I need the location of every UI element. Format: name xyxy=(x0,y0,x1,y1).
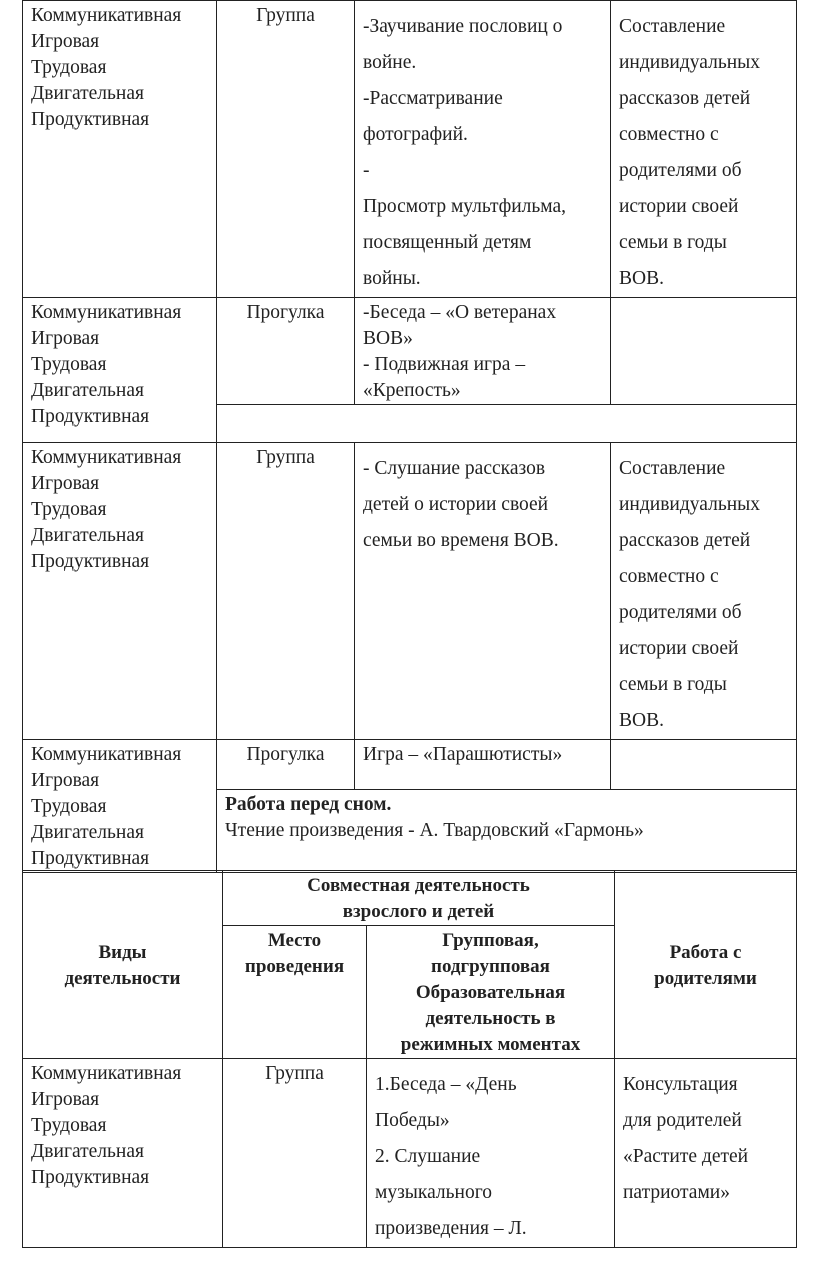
parents-line: для родителей xyxy=(623,1110,742,1131)
plan-table-1 xyxy=(22,0,797,873)
activity-item: Игровая xyxy=(31,328,100,349)
activity-item: Продуктивная xyxy=(31,1167,150,1188)
parents-line: истории своей xyxy=(619,638,739,659)
header-line: Групповая, xyxy=(442,930,539,951)
before-sleep-title: Работа перед сном. xyxy=(225,794,392,816)
activities-cell xyxy=(23,1,217,298)
content-line: -Рассматривание xyxy=(363,88,503,109)
place-cell: Группа xyxy=(223,1059,367,1248)
activity-item: Продуктивная xyxy=(31,109,150,130)
parents-line: рассказов детей xyxy=(619,530,751,551)
header-activity-types xyxy=(23,871,223,1059)
activity-item: Двигательная xyxy=(31,83,144,104)
content-line: - Подвижная игра – xyxy=(363,354,526,375)
parents-line: индивидуальных xyxy=(619,494,761,515)
parents-line: Составление xyxy=(619,16,726,37)
parents-line: индивидуальных xyxy=(619,52,761,73)
parents-line: патриотами» xyxy=(623,1182,730,1203)
activities-cell xyxy=(23,1059,223,1248)
parents-line: Консультация xyxy=(623,1074,738,1095)
activity-item: Двигательная xyxy=(31,380,144,401)
parents-line: «Растите детей xyxy=(623,1146,749,1167)
content-cell xyxy=(355,1,611,298)
content-line: 1.Беседа – «День xyxy=(375,1074,517,1095)
parents-line: родителями об xyxy=(619,160,742,181)
activity-item: Двигательная xyxy=(31,525,144,546)
header-line: Образовательная xyxy=(415,982,566,1003)
activity-item: Игровая xyxy=(31,770,100,791)
parents-cell xyxy=(611,443,797,740)
header-line: Место xyxy=(267,930,322,951)
parents-line: семьи в годы xyxy=(619,232,727,253)
header-joint-activity xyxy=(223,871,615,926)
activity-item: Коммуникативная xyxy=(31,447,182,468)
header-line: подгрупповая xyxy=(431,956,550,977)
table-row xyxy=(23,443,797,740)
parents-cell-empty xyxy=(611,740,797,790)
header-line: режимных моментах xyxy=(400,1034,581,1055)
content-line: ВОВ» xyxy=(363,328,413,349)
parents-line: семьи в годы xyxy=(619,674,727,695)
content-cell: Игра – «Парашютисты» xyxy=(355,740,611,790)
header-line: взрослого и детей xyxy=(342,901,495,922)
content-line: «Крепость» xyxy=(363,380,461,401)
table-row xyxy=(23,1059,797,1248)
activity-item: Трудовая xyxy=(31,57,107,78)
content-line: - xyxy=(363,160,370,181)
content-line: Просмотр мультфильма, xyxy=(363,196,567,217)
place-cell: Группа xyxy=(217,1,355,298)
activity-item: Продуктивная xyxy=(31,848,150,869)
place-cell: Группа xyxy=(217,443,355,740)
before-sleep-cell xyxy=(217,790,797,873)
empty-merged-cell xyxy=(217,405,797,443)
header-line: деятельности xyxy=(64,967,181,989)
content-line: - Слушание рассказов xyxy=(363,458,546,479)
content-line: посвященный детям xyxy=(363,232,532,253)
place-cell: Прогулка xyxy=(217,740,355,790)
header-line: деятельность в xyxy=(425,1008,556,1029)
plan-table-2 xyxy=(22,870,797,1248)
parents-line: родителями об xyxy=(619,602,742,623)
parents-cell xyxy=(615,1059,797,1248)
activity-item: Двигательная xyxy=(31,1141,144,1162)
activity-item: Трудовая xyxy=(31,796,107,817)
activity-item: Коммуникативная xyxy=(31,744,182,765)
activity-item: Продуктивная xyxy=(31,406,150,427)
activities-list xyxy=(31,3,208,133)
activity-item: Игровая xyxy=(31,1089,100,1110)
activity-item: Трудовая xyxy=(31,499,107,520)
table-header-row xyxy=(23,871,797,926)
parents-cell xyxy=(611,1,797,298)
activity-item: Коммуникативная xyxy=(31,302,182,323)
header-line: Работа с xyxy=(669,941,742,963)
activities-cell xyxy=(23,298,217,443)
content-cell xyxy=(367,1059,615,1248)
content-cell xyxy=(355,443,611,740)
parents-line: совместно с xyxy=(619,124,719,145)
header-line: проведения xyxy=(244,956,345,977)
before-sleep-text: Чтение произведения - А. Твардовский «Гармонь» xyxy=(225,820,644,842)
parents-line: рассказов детей xyxy=(619,88,751,109)
activity-item: Коммуникативная xyxy=(31,5,182,26)
activity-item: Продуктивная xyxy=(31,551,150,572)
activity-item: Трудовая xyxy=(31,1115,107,1136)
activity-item: Двигательная xyxy=(31,822,144,843)
content-line: войне. xyxy=(363,52,417,73)
header-place xyxy=(223,926,367,1059)
activity-item: Игровая xyxy=(31,31,100,52)
content-line: музыкального xyxy=(375,1182,492,1203)
activity-item: Трудовая xyxy=(31,354,107,375)
activities-cell xyxy=(23,740,217,873)
content-line: 2. Слушание xyxy=(375,1146,481,1167)
table-row xyxy=(23,740,797,790)
content-line: -Заучивание пословиц о xyxy=(363,16,563,37)
parents-cell-empty xyxy=(611,298,797,405)
header-line: Совместная деятельность xyxy=(307,875,530,896)
header-line: родителями xyxy=(654,967,757,989)
activity-item: Коммуникативная xyxy=(31,1063,182,1084)
content-line: Победы» xyxy=(375,1110,450,1131)
header-line: Виды xyxy=(98,941,147,963)
content-cell xyxy=(355,298,611,405)
parents-line: ВОВ. xyxy=(619,268,664,289)
table-row xyxy=(23,1,797,298)
content-line: детей о истории своей xyxy=(363,494,549,515)
parents-line: ВОВ. xyxy=(619,710,664,731)
parents-line: истории своей xyxy=(619,196,739,217)
content-line: фотографий. xyxy=(363,124,468,145)
content-line: -Беседа – «О ветеранах xyxy=(363,302,557,323)
table-row xyxy=(23,298,797,405)
content-line: семьи во временя ВОВ. xyxy=(363,530,559,551)
header-group-activity xyxy=(367,926,615,1059)
content-line: войны. xyxy=(363,268,421,289)
content-line: произведения – Л. xyxy=(375,1218,527,1239)
activities-cell xyxy=(23,443,217,740)
activity-item: Игровая xyxy=(31,473,100,494)
parents-line: совместно с xyxy=(619,566,719,587)
place-cell: Прогулка xyxy=(217,298,355,405)
header-parents xyxy=(615,871,797,1059)
parents-line: Составление xyxy=(619,458,726,479)
